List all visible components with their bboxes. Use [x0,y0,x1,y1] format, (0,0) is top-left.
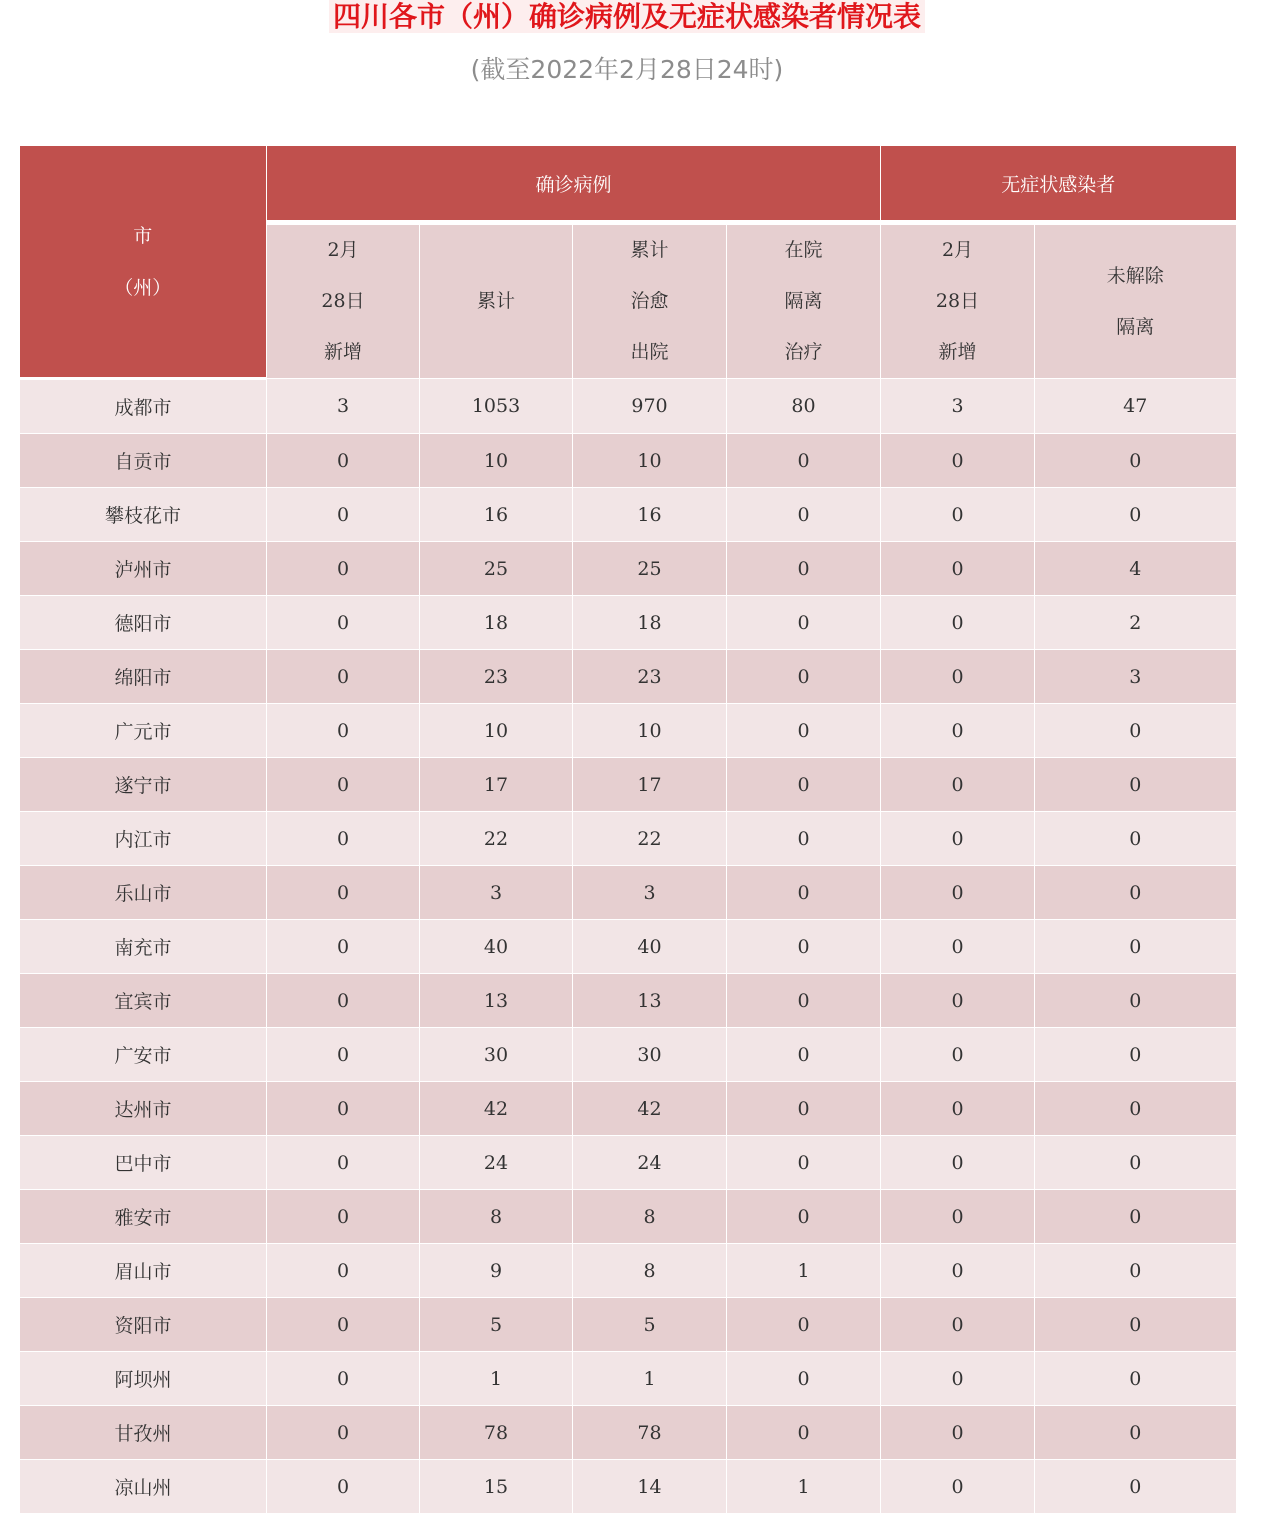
hospitalized-cell: 0 [727,434,881,488]
city-cell: 阿坝州 [20,1352,267,1406]
total-cell: 1053 [420,379,573,434]
new-confirmed-cell: 0 [267,866,420,920]
city-cell: 资阳市 [20,1298,267,1352]
recovered-cell: 10 [573,434,727,488]
total-cell: 10 [420,704,573,758]
recovered-cell: 8 [573,1244,727,1298]
header-under-observation [1035,223,1236,379]
header-city-line2: （州） [114,276,172,299]
new-confirmed-cell: 0 [267,758,420,812]
recovered-cell: 42 [573,1082,727,1136]
new-confirmed-cell: 3 [267,379,420,434]
city-cell: 雅安市 [20,1190,267,1244]
city-cell: 广元市 [20,704,267,758]
new-asymptomatic-cell: 3 [881,379,1035,434]
city-cell: 巴中市 [20,1136,267,1190]
table-row [20,434,1236,488]
new-confirmed-cell: 0 [267,920,420,974]
new-asymptomatic-cell: 0 [881,1460,1035,1514]
under-observation-cell: 0 [1035,1298,1236,1352]
new-asymptomatic-cell: 0 [881,866,1035,920]
total-cell: 30 [420,1028,573,1082]
city-cell: 成都市 [20,379,267,434]
hospitalized-cell: 0 [727,758,881,812]
total-cell: 5 [420,1298,573,1352]
new-asymptomatic-cell: 0 [881,488,1035,542]
new-confirmed-cell: 0 [267,650,420,704]
header-line: 2月 [327,239,359,261]
table-row [20,596,1236,650]
hospitalized-cell: 0 [727,1298,881,1352]
table-row [20,1460,1236,1514]
hospitalized-cell: 0 [727,1082,881,1136]
under-observation-cell: 0 [1035,1352,1236,1406]
hospitalized-cell: 0 [727,1190,881,1244]
under-observation-cell: 47 [1035,379,1236,434]
table-row [20,1028,1236,1082]
under-observation-cell: 0 [1035,1460,1236,1514]
table-row [20,758,1236,812]
total-cell: 1 [420,1352,573,1406]
header-recovered [573,223,727,379]
recovered-cell: 25 [573,542,727,596]
hospitalized-cell: 0 [727,596,881,650]
header-line: 累计 [630,239,669,261]
city-cell: 凉山州 [20,1460,267,1514]
under-observation-cell: 0 [1035,974,1236,1028]
new-confirmed-cell: 0 [267,542,420,596]
new-asymptomatic-cell: 0 [881,596,1035,650]
city-cell: 自贡市 [20,434,267,488]
total-cell: 25 [420,542,573,596]
recovered-cell: 23 [573,650,727,704]
under-observation-cell: 0 [1035,1082,1236,1136]
page-title-text: 四川各市（州）确诊病例及无症状感染者情况表 [329,0,925,33]
new-confirmed-cell: 0 [267,1028,420,1082]
new-confirmed-cell: 0 [267,1298,420,1352]
header-line: 新增 [938,341,977,363]
city-cell: 乐山市 [20,866,267,920]
new-asymptomatic-cell: 0 [881,758,1035,812]
under-observation-cell: 0 [1035,812,1236,866]
header-line: 治愈 [630,290,669,312]
recovered-cell: 970 [573,379,727,434]
new-asymptomatic-cell: 0 [881,1406,1035,1460]
under-observation-cell: 0 [1035,866,1236,920]
table-row [20,1190,1236,1244]
recovered-cell: 24 [573,1136,727,1190]
recovered-cell: 17 [573,758,727,812]
recovered-cell: 13 [573,974,727,1028]
header-new-confirmed [267,223,420,379]
header-line: 未解除 [1106,264,1164,287]
header-new-asymptomatic [881,223,1035,379]
total-cell: 8 [420,1190,573,1244]
total-cell: 22 [420,812,573,866]
recovered-cell: 3 [573,866,727,920]
hospitalized-cell: 0 [727,1028,881,1082]
total-cell: 16 [420,488,573,542]
table-row [20,1082,1236,1136]
header-line: 新增 [323,341,362,363]
header-line: 2月 [941,239,974,261]
new-asymptomatic-cell: 0 [881,974,1035,1028]
city-cell: 攀枝花市 [20,488,267,542]
cases-table [19,146,1236,1514]
header-line: 隔离 [1116,315,1155,338]
total-cell: 3 [420,866,573,920]
recovered-cell: 10 [573,704,727,758]
new-confirmed-cell: 0 [267,1460,420,1514]
recovered-cell: 78 [573,1406,727,1460]
under-observation-cell: 0 [1035,434,1236,488]
total-cell: 17 [420,758,573,812]
table-row [20,812,1236,866]
total-cell: 18 [420,596,573,650]
header-group-asymptomatic: 无症状感染者 [881,146,1236,223]
under-observation-cell: 3 [1035,650,1236,704]
table-row [20,650,1236,704]
under-observation-cell: 0 [1035,704,1236,758]
table-row [20,1406,1236,1460]
hospitalized-cell: 0 [727,704,881,758]
under-observation-cell: 0 [1035,1136,1236,1190]
header-line: 出院 [630,341,669,363]
city-cell: 甘孜州 [20,1406,267,1460]
new-confirmed-cell: 0 [267,812,420,866]
city-cell: 广安市 [20,1028,267,1082]
header-line: 隔离 [784,290,823,312]
header-line: 在院 [784,239,823,261]
table-row [20,379,1236,434]
page-subtitle: (截至2022年2月28日24时) [470,55,784,84]
city-cell: 内江市 [20,812,267,866]
table-row [20,704,1236,758]
hospitalized-cell: 0 [727,650,881,704]
table-row [20,974,1236,1028]
under-observation-cell: 0 [1035,920,1236,974]
city-cell: 宜宾市 [20,974,267,1028]
recovered-cell: 14 [573,1460,727,1514]
new-asymptomatic-cell: 0 [881,434,1035,488]
hospitalized-cell: 1 [727,1244,881,1298]
new-asymptomatic-cell: 0 [881,1082,1035,1136]
recovered-cell: 40 [573,920,727,974]
table-row [20,1298,1236,1352]
header-line: 28日 [935,290,980,312]
total-cell: 42 [420,1082,573,1136]
under-observation-cell: 0 [1035,758,1236,812]
recovered-cell: 1 [573,1352,727,1406]
city-cell: 眉山市 [20,1244,267,1298]
header-city [20,146,267,379]
total-cell: 23 [420,650,573,704]
table-row [20,488,1236,542]
total-cell: 24 [420,1136,573,1190]
new-confirmed-cell: 0 [267,974,420,1028]
under-observation-cell: 0 [1035,1190,1236,1244]
city-cell: 泸州市 [20,542,267,596]
city-cell: 南充市 [20,920,267,974]
header-group-confirmed: 确诊病例 [267,146,881,223]
page-title [0,0,1254,36]
header-line: 28日 [321,290,365,312]
new-asymptomatic-cell: 0 [881,650,1035,704]
city-cell: 达州市 [20,1082,267,1136]
total-cell: 9 [420,1244,573,1298]
recovered-cell: 22 [573,812,727,866]
table-row [20,1352,1236,1406]
hospitalized-cell: 0 [727,812,881,866]
hospitalized-cell: 0 [727,1406,881,1460]
new-confirmed-cell: 0 [267,1244,420,1298]
new-asymptomatic-cell: 0 [881,542,1035,596]
new-asymptomatic-cell: 0 [881,1028,1035,1082]
city-cell: 遂宁市 [20,758,267,812]
hospitalized-cell: 0 [727,542,881,596]
table-row [20,542,1236,596]
table-row [20,1136,1236,1190]
new-confirmed-cell: 0 [267,488,420,542]
city-cell: 绵阳市 [20,650,267,704]
under-observation-cell: 0 [1035,488,1236,542]
recovered-cell: 16 [573,488,727,542]
recovered-cell: 18 [573,596,727,650]
header-line: 治疗 [784,341,823,363]
new-confirmed-cell: 0 [267,1190,420,1244]
new-asymptomatic-cell: 0 [881,1136,1035,1190]
hospitalized-cell: 0 [727,1352,881,1406]
header-total-confirmed [420,223,573,379]
under-observation-cell: 0 [1035,1406,1236,1460]
new-asymptomatic-cell: 0 [881,704,1035,758]
hospitalized-cell: 0 [727,1136,881,1190]
new-asymptomatic-cell: 0 [881,1352,1035,1406]
recovered-cell: 30 [573,1028,727,1082]
new-confirmed-cell: 0 [267,434,420,488]
new-asymptomatic-cell: 0 [881,812,1035,866]
hospitalized-cell: 0 [727,920,881,974]
total-cell: 78 [420,1406,573,1460]
new-confirmed-cell: 0 [267,1082,420,1136]
total-cell: 15 [420,1460,573,1514]
table-row [20,866,1236,920]
total-cell: 10 [420,434,573,488]
under-observation-cell: 2 [1035,596,1236,650]
hospitalized-cell: 0 [727,866,881,920]
new-confirmed-cell: 0 [267,1406,420,1460]
new-confirmed-cell: 0 [267,1352,420,1406]
hospitalized-cell: 1 [727,1460,881,1514]
new-confirmed-cell: 0 [267,1136,420,1190]
new-asymptomatic-cell: 0 [881,920,1035,974]
hospitalized-cell: 0 [727,488,881,542]
total-cell: 40 [420,920,573,974]
header-hospitalized [727,223,881,379]
recovered-cell: 5 [573,1298,727,1352]
new-asymptomatic-cell: 0 [881,1244,1035,1298]
header-city-line1: 市 [133,224,153,247]
new-confirmed-cell: 0 [267,596,420,650]
city-cell: 德阳市 [20,596,267,650]
table-row [20,1244,1236,1298]
under-observation-cell: 0 [1035,1028,1236,1082]
new-confirmed-cell: 0 [267,704,420,758]
under-observation-cell: 4 [1035,542,1236,596]
recovered-cell: 8 [573,1190,727,1244]
new-asymptomatic-cell: 0 [881,1298,1035,1352]
header-line: 累计 [476,290,515,312]
table-row [20,920,1236,974]
hospitalized-cell: 80 [727,379,881,434]
total-cell: 13 [420,974,573,1028]
new-asymptomatic-cell: 0 [881,1190,1035,1244]
hospitalized-cell: 0 [727,974,881,1028]
under-observation-cell: 0 [1035,1244,1236,1298]
